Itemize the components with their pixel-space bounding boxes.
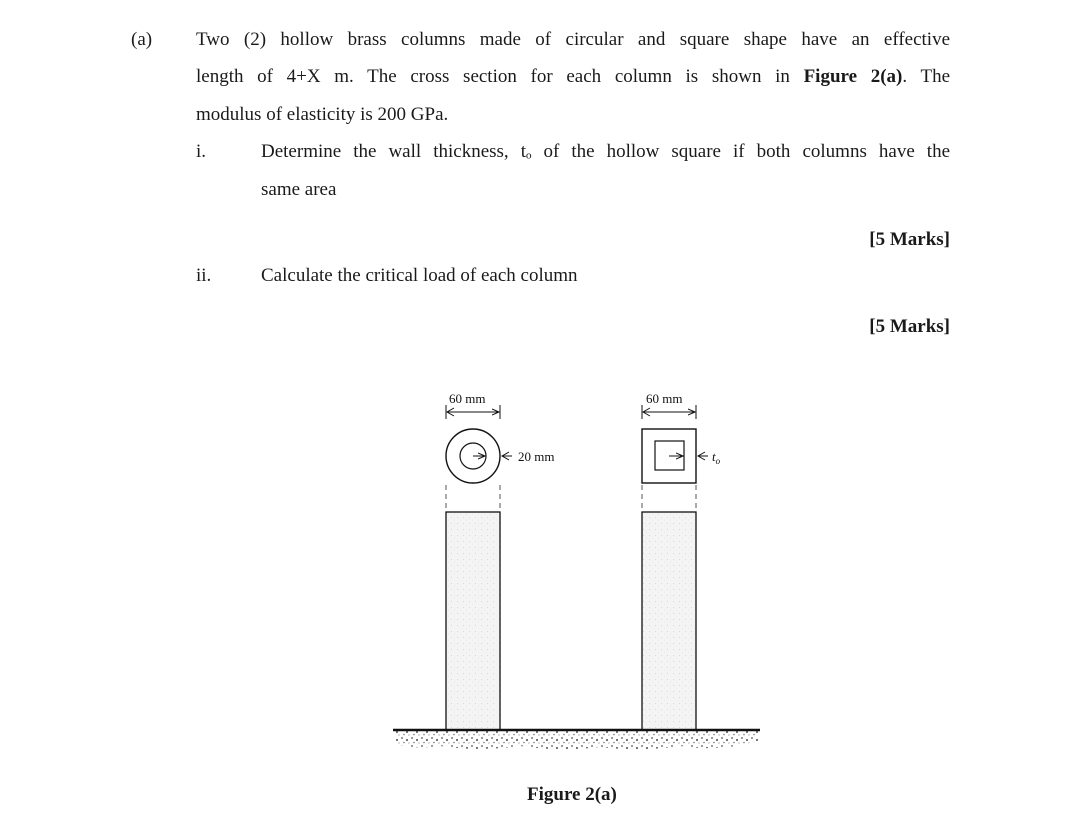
square-wall-arrow xyxy=(698,452,708,460)
circular-cross-section xyxy=(446,429,500,483)
question-label: (a) xyxy=(131,29,153,50)
question-line-2-post: . The xyxy=(902,66,951,87)
projection-lines xyxy=(446,485,696,512)
part-ii-text: Calculate the critical load of each column xyxy=(261,265,578,286)
part-i-text-line-1: Determine the wall thickness, tₒ of the hollow square if both columns have the xyxy=(261,141,950,162)
figure-reference: Figure 2(a) xyxy=(803,66,903,87)
circular-column xyxy=(446,512,500,730)
question-line-2-pre: length of 4+X m. The cross section for each column is shown in xyxy=(196,66,804,87)
circle-width-label: 60 mm xyxy=(449,391,486,406)
circle-inner-label: 20 mm xyxy=(518,449,555,464)
square-thickness-label: $t_o$ xyxy=(712,449,721,466)
part-i-text-line-2: same area xyxy=(261,179,337,200)
ground xyxy=(393,730,760,749)
square-width-label: 60 mm xyxy=(646,391,683,406)
part-i-marks: [5 Marks] xyxy=(869,229,950,250)
square-width-dimension xyxy=(642,405,696,419)
circle-wall-arrow xyxy=(502,452,512,460)
part-i-label: i. xyxy=(196,141,207,162)
part-ii-label: ii. xyxy=(196,265,212,286)
question-line-3: modulus of elasticity is 200 GPa. xyxy=(196,104,449,125)
circle-width-dimension xyxy=(446,405,500,419)
question-line-1: Two (2) hollow brass columns made of circular and square shape have an effective xyxy=(196,29,950,50)
figure-caption: Figure 2(a) xyxy=(527,784,617,805)
part-ii-marks: [5 Marks] xyxy=(869,316,950,337)
square-column xyxy=(642,512,696,730)
square-cross-section xyxy=(642,429,696,483)
